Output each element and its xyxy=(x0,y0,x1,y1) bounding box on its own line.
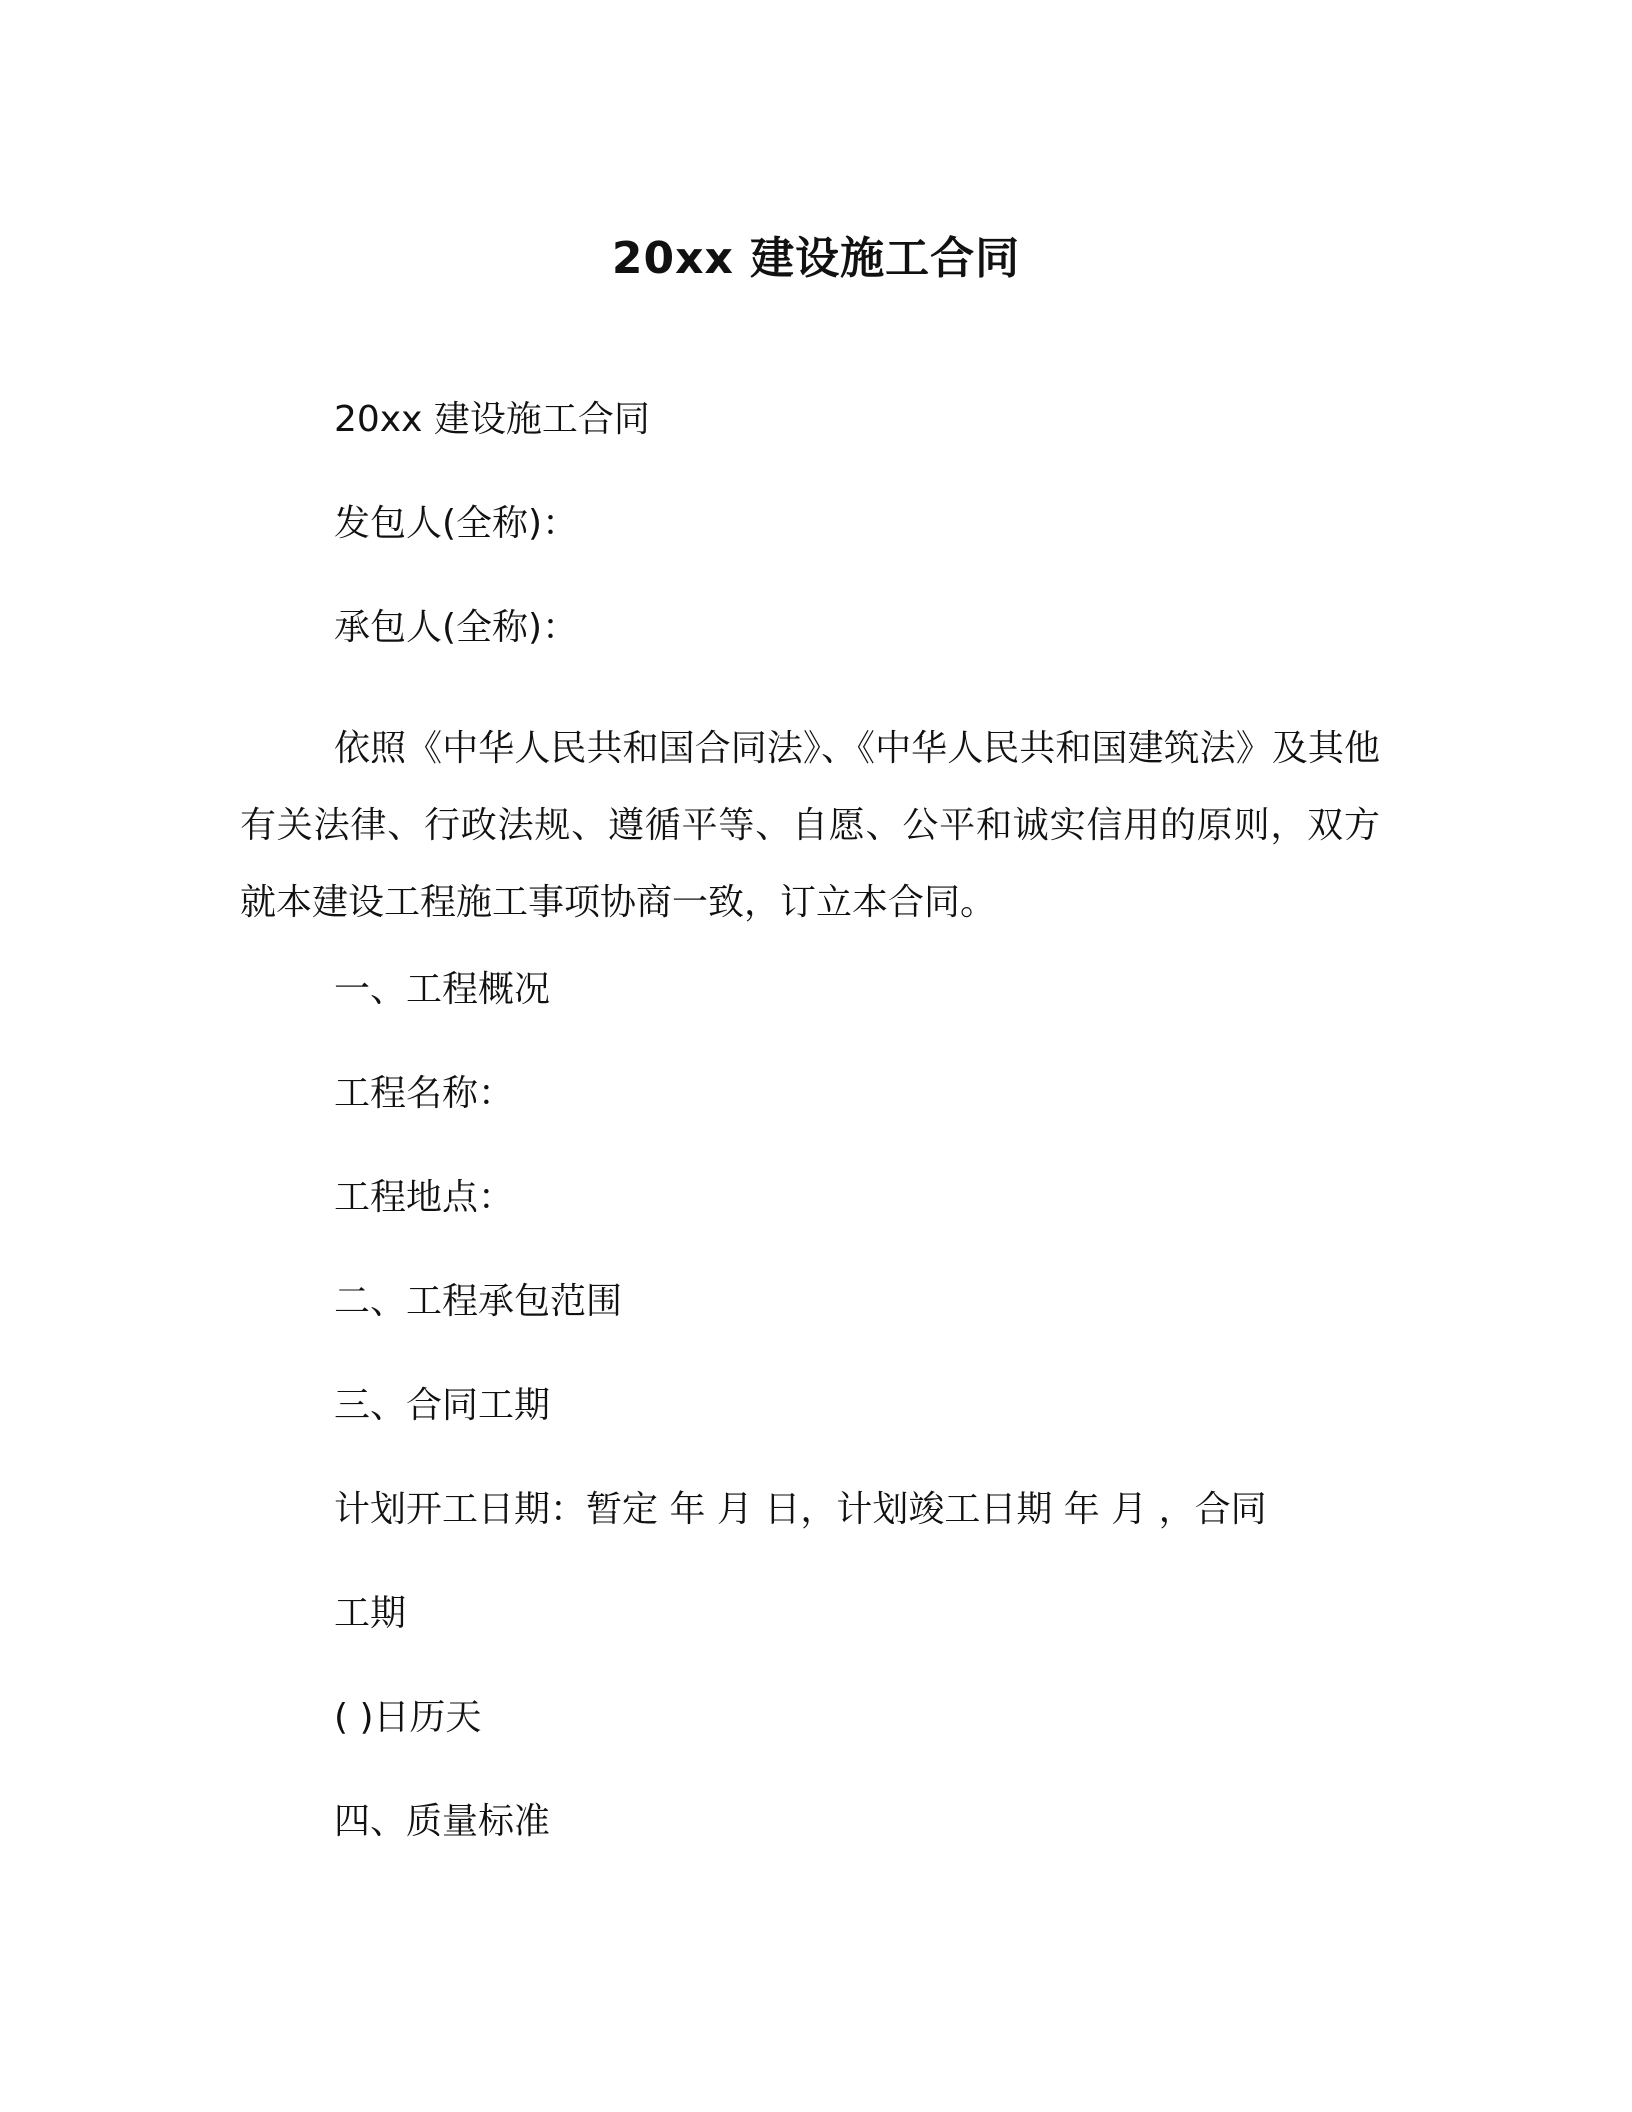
employer-label: 发包人(全称)： xyxy=(334,503,579,544)
project-location-label: 工程地点： xyxy=(334,1177,515,1218)
schedule-line-1: 计划开工日期：暂定 年 月 日，计划竣工日期 年 月 ，合同 xyxy=(334,1489,1267,1530)
document-subtitle: 20xx 建设施工合同 xyxy=(334,399,650,440)
section-1-heading: 一、工程概况 xyxy=(334,969,551,1010)
document-title: 20xx 建设施工合同 xyxy=(611,233,1021,284)
schedule-line-2: 工期 xyxy=(334,1593,407,1634)
project-name-label: 工程名称： xyxy=(334,1073,515,1114)
contractor-label: 承包人(全称)： xyxy=(334,607,579,648)
section-4-heading: 四、质量标准 xyxy=(334,1801,551,1842)
section-2-heading: 二、工程承包范围 xyxy=(334,1281,623,1322)
schedule-line-3: ( )日历天 xyxy=(334,1697,482,1738)
section-3-heading: 三、合同工期 xyxy=(334,1385,551,1426)
preamble-paragraph: 依照《中华人民共和国合同法》、《中华人民共和国建筑法》及其他有关法律、行政法规、遵循平等、自愿、公平和诚实信用的原则，双方就本建设工程施工事项协商一致，订立本合同。 xyxy=(240,728,1380,923)
